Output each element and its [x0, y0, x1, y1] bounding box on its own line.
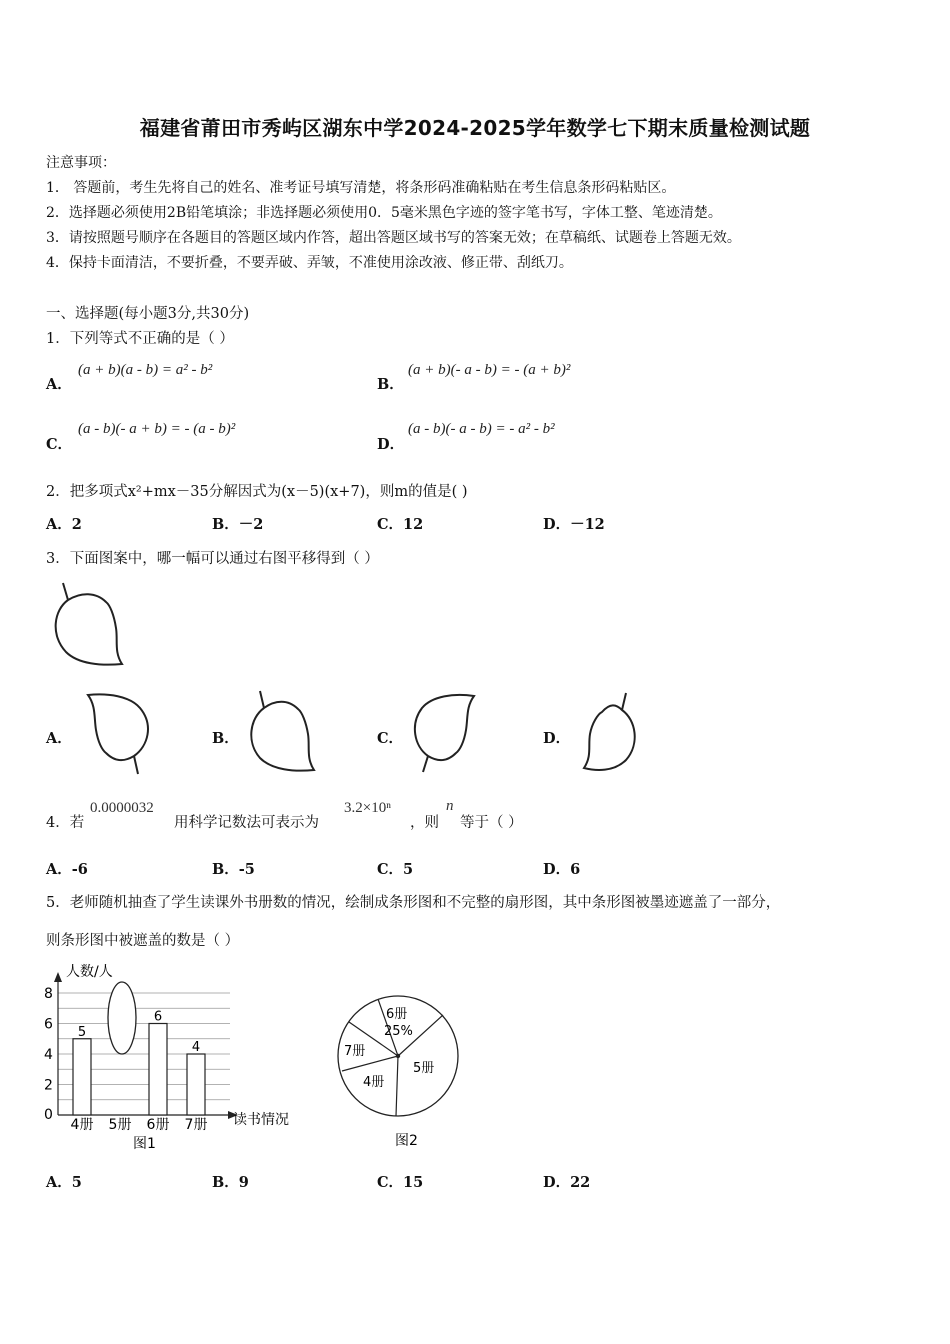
notice-item: 4．保持卡面清洁，不要折叠，不要弄破、弄皱，不准使用涂改液、修正带、刮纸刀。 — [46, 255, 573, 271]
notice-item: 3．请按照题号顺序在各题目的答题区域内作答，超出答题区域书写的答案无效；在草稿纸、试题卷上答题无效。 — [46, 230, 741, 246]
pie-label-6: 6册 — [386, 1007, 408, 1022]
leaf-option-c-figure — [408, 690, 488, 776]
x-category-label: 7册 — [184, 1117, 208, 1133]
pie-percent-6: 25% — [384, 1024, 413, 1039]
pie-divider — [396, 1056, 398, 1116]
q3-option-a: A． — [46, 730, 72, 747]
y-tick-label: 8 — [44, 986, 53, 1002]
q4-variable: n — [446, 798, 454, 814]
q1-option-a-label: A． — [46, 376, 72, 393]
question-4-middle: 用科学记数法可表示为 — [174, 815, 319, 831]
bar-data-label: 5 — [77, 1024, 87, 1040]
pie-label-7: 7册 — [344, 1044, 366, 1059]
q3-option-d: D． — [543, 730, 571, 747]
x-category-label: 4册 — [70, 1117, 94, 1133]
y-tick-label: 2 — [44, 1077, 53, 1094]
q4-option-a: A．-6 — [46, 861, 88, 878]
q3-option-c: C． — [377, 730, 404, 747]
bar-data-label: 4 — [191, 1040, 201, 1055]
x-category-label: 5册 — [108, 1117, 132, 1133]
question-4-suffix: 等于（ ） — [460, 815, 523, 831]
q5-option-c: C．15 — [377, 1174, 424, 1191]
q4-number: 0.0000032 — [90, 800, 154, 816]
y-tick-label: 6 — [44, 1016, 53, 1033]
pie-label-4: 4册 — [363, 1075, 385, 1090]
q1-option-a-expr: (a + b)(a - b) = a² - b² — [78, 362, 213, 378]
q4-option-b: B．-5 — [212, 861, 255, 878]
q1-option-d-expr: (a - b)(- a - b) = - a² - b² — [408, 421, 555, 437]
q2-option-b: B．－2 — [212, 516, 264, 533]
q2-option-d: D．－12 — [543, 516, 605, 533]
q3-option-b: B． — [212, 730, 239, 747]
q1-option-b-expr: (a + b)(- a - b) = - (a + b)² — [408, 362, 571, 378]
bar-4册 — [73, 1039, 91, 1115]
q1-option-b-label: B． — [377, 376, 404, 393]
q4-option-d: D．6 — [543, 861, 581, 878]
q5-option-a: A．5 — [46, 1174, 82, 1191]
x-axis-label: 读书情况 — [233, 1112, 289, 1128]
section-heading: 一、选择题(每小题3分,共30分) — [46, 306, 250, 322]
bar-chart-figure-1 — [40, 958, 310, 1153]
q1-option-c-label: C． — [46, 436, 73, 453]
question-4-prefix: 4．若 — [46, 815, 85, 831]
page-title: 福建省莆田市秀屿区湖东中学2024-2025学年数学七下期末质量检测试题 — [139, 116, 811, 140]
ink-blot — [108, 982, 136, 1054]
pie-label-5: 5册 — [413, 1061, 435, 1076]
chart-1-title: 图1 — [133, 1136, 156, 1152]
q4-scientific: 3.2×10ⁿ — [344, 800, 391, 816]
leaf-option-a-figure — [78, 690, 158, 778]
question-1-stem: 1．下列等式不正确的是（ ） — [46, 331, 234, 347]
q5-option-b: B．9 — [212, 1174, 249, 1191]
y-tick-label: 4 — [44, 1047, 53, 1063]
leaf-option-d-figure — [578, 690, 648, 774]
q2-option-a: A．2 — [46, 516, 82, 533]
pie-chart-figure-2 — [335, 992, 465, 1152]
question-2-stem: 2．把多项式x²+mx－35分解因式为(x－5)(x+7)，则m的值是( ) — [46, 484, 468, 500]
y-axis-arrow — [54, 972, 62, 982]
q1-option-c-expr: (a - b)(- a + b) = - (a - b)² — [78, 421, 236, 437]
q4-option-c: C．5 — [377, 861, 414, 878]
y-tick-label: 0 — [44, 1107, 53, 1123]
notice-item: 1． 答题前，考生先将自己的姓名、准考证号填写清楚，将条形码准确粘贴在考生信息条形码粘贴区。 — [46, 180, 676, 196]
q2-option-c: C．12 — [377, 516, 424, 533]
q5-option-d: D．22 — [543, 1174, 591, 1191]
leaf-reference-figure — [46, 580, 136, 672]
notice-item: 2．选择题必须使用2B铅笔填涂；非选择题必须使用0．5毫米黑色字迹的签字笔书写，字体工整、笔迹清楚。 — [46, 205, 722, 221]
bar-7册 — [187, 1054, 205, 1115]
question-4-then: ，则 — [410, 815, 439, 831]
question-3-stem: 3．下面图案中，哪一幅可以通过右图平移得到（ ） — [46, 551, 379, 567]
q1-option-d-label: D． — [377, 436, 405, 453]
bar-data-label: 6 — [153, 1009, 163, 1025]
leaf-option-b-figure — [240, 688, 322, 778]
chart-2-title: 图2 — [395, 1133, 418, 1149]
bar-6册 — [149, 1024, 167, 1116]
pie-center — [396, 1054, 400, 1058]
question-5-stem-line2: 则条形图中被遮盖的数是（ ） — [46, 933, 240, 949]
x-category-label: 6册 — [146, 1117, 170, 1133]
notice-heading: 注意事项： — [46, 155, 116, 171]
question-5-stem-line1: 5．老师随机抽查了学生读课外书册数的情况，绘制成条形图和不完整的扇形图，其中条形图被墨迹遮盖了一部分， — [46, 895, 781, 911]
y-axis-label: 人数/人 — [66, 964, 113, 980]
